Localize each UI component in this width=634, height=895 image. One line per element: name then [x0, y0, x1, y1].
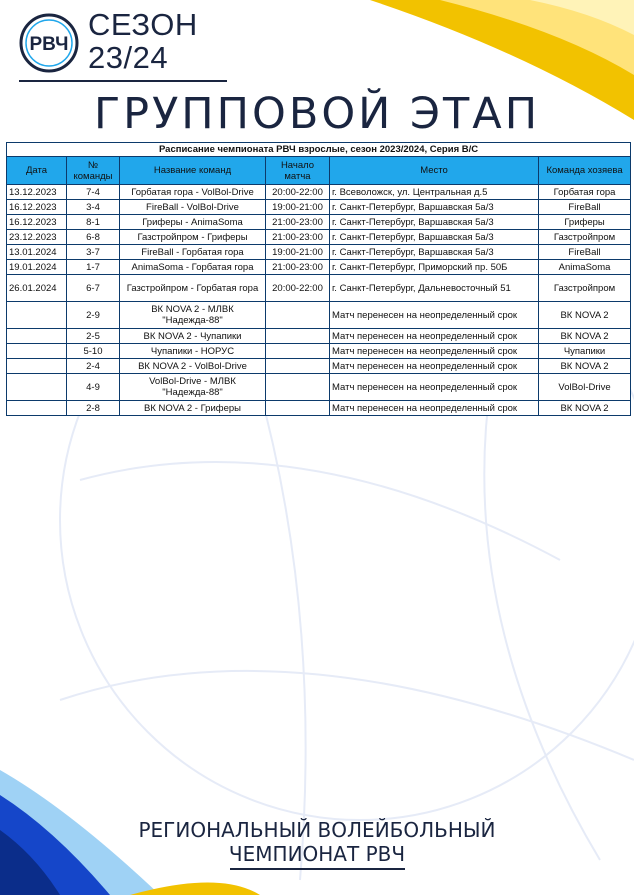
cell-time	[266, 401, 330, 416]
cell-place: Матч перенесен на неопределенный срок	[330, 329, 539, 344]
cell-time: 20:00-22:00	[266, 185, 330, 200]
cell-teams: Гриферы - AnimaSoma	[120, 215, 266, 230]
col-header-team-number: № команды	[67, 157, 120, 185]
cell-place: Матч перенесен на неопределенный срок	[330, 401, 539, 416]
cell-number: 6-7	[67, 275, 120, 302]
cell-teams: Газстройпром - Гриферы	[120, 230, 266, 245]
footer-line1: РЕГИОНАЛЬНЫЙ ВОЛЕЙБОЛЬНЫЙ	[138, 818, 496, 842]
cell-date	[7, 302, 67, 329]
cell-date: 19.01.2024	[7, 260, 67, 275]
cell-place: г. Санкт-Петербург, Варшавская 5а/3	[330, 200, 539, 215]
cell-time	[266, 344, 330, 359]
cell-time: 20:00-22:00	[266, 275, 330, 302]
cell-time	[266, 302, 330, 329]
col-header-place: Место	[330, 157, 539, 185]
cell-time	[266, 329, 330, 344]
cell-number: 8-1	[67, 215, 120, 230]
cell-number: 2-5	[67, 329, 120, 344]
cell-time: 19:00-21:00	[266, 245, 330, 260]
cell-time: 19:00-21:00	[266, 200, 330, 215]
cell-number: 3-7	[67, 245, 120, 260]
cell-teams: ВК NOVA 2 - МЛВК "Надежда-88"	[120, 302, 266, 329]
cell-date: 26.01.2024	[7, 275, 67, 302]
cell-teams: FireBall - VolBol-Drive	[120, 200, 266, 215]
cell-time: 21:00-23:00	[266, 260, 330, 275]
cell-date: 16.12.2023	[7, 200, 67, 215]
cell-time: 21:00-23:00	[266, 215, 330, 230]
cell-place: Матч перенесен на неопределенный срок	[330, 302, 539, 329]
cell-date: 13.12.2023	[7, 185, 67, 200]
cell-number: 6-8	[67, 230, 120, 245]
table-header-row	[7, 157, 631, 185]
page-title: ГРУППОВОЙ ЭТАП	[93, 89, 541, 139]
cell-date: 23.12.2023	[7, 230, 67, 245]
cell-teams: ВК NOVA 2 - VolBol-Drive	[120, 359, 266, 374]
cell-number: 5-10	[67, 344, 120, 359]
cell-date	[7, 401, 67, 416]
cell-place: г. Санкт-Петербург, Варшавская 5а/3	[330, 230, 539, 245]
cell-place: Матч перенесен на неопределенный срок	[330, 359, 539, 374]
cell-teams: FireBall - Горбатая гора	[120, 245, 266, 260]
cell-number: 1-7	[67, 260, 120, 275]
cell-number: 7-4	[67, 185, 120, 200]
cell-place: г. Санкт-Петербург, Приморский пр. 50Б	[330, 260, 539, 275]
cell-date	[7, 359, 67, 374]
cell-host: Гриферы	[539, 215, 631, 230]
logo-text: РВЧ	[29, 34, 69, 55]
cell-host: ВК NOVA 2	[539, 359, 631, 374]
cell-place: Матч перенесен на неопределенный срок	[330, 344, 539, 359]
cell-number: 2-9	[67, 302, 120, 329]
cell-teams: ВК NOVA 2 - Чупапики	[120, 329, 266, 344]
cell-host: Чупапики	[539, 344, 631, 359]
cell-number: 4-9	[67, 374, 120, 401]
cell-host: ВК NOVA 2	[539, 329, 631, 344]
cell-host: FireBall	[539, 245, 631, 260]
season-line1: СЕЗОН	[88, 7, 198, 42]
cell-host: VolBol-Drive	[539, 374, 631, 401]
cell-time: 21:00-23:00	[266, 230, 330, 245]
cell-date	[7, 344, 67, 359]
season-line2: 23/24	[88, 40, 169, 75]
cell-teams: Газстройпром - Горбатая гора	[120, 275, 266, 302]
cell-teams: Чупапики - НОРУС	[120, 344, 266, 359]
table-caption: Расписание чемпионата РВЧ взрослые, сезон 2023/2024, Серия В/С	[7, 143, 631, 157]
cell-host: Газстройпром	[539, 275, 631, 302]
cell-host: Горбатая гора	[539, 185, 631, 200]
col-header-date: Дата	[7, 157, 67, 185]
footer-title	[0, 818, 634, 866]
cell-teams: AnimaSoma - Горбатая гора	[120, 260, 266, 275]
col-header-start-time: Начало матча	[266, 157, 330, 185]
cell-host: ВК NOVA 2	[539, 302, 631, 329]
cell-place: Матч перенесен на неопределенный срок	[330, 374, 539, 401]
cell-number: 3-4	[67, 200, 120, 215]
cell-time	[266, 374, 330, 401]
cell-host: FireBall	[539, 200, 631, 215]
cell-number: 2-4	[67, 359, 120, 374]
cell-teams: ВК NOVA 2 - Гриферы	[120, 401, 266, 416]
col-header-teams: Название команд	[120, 157, 266, 185]
table-body	[7, 185, 631, 416]
cell-teams: VolBol-Drive - МЛВК "Надежда-88"	[120, 374, 266, 401]
schedule-table	[6, 142, 631, 416]
footer-line2: ЧЕМПИОНАТ РВЧ	[228, 842, 406, 866]
cell-host: AnimaSoma	[539, 260, 631, 275]
cell-date: 13.01.2024	[7, 245, 67, 260]
cell-place: г. Санкт-Петербург, Варшавская 5а/3	[330, 245, 539, 260]
cell-place: г. Санкт-Петербург, Дальневосточный 51	[330, 275, 539, 302]
col-header-host-team: Команда хозяева	[539, 157, 631, 185]
cell-teams: Горбатая гора - VolBol-Drive	[120, 185, 266, 200]
cell-host: Газстройпром	[539, 230, 631, 245]
footer-underline	[230, 868, 405, 870]
cell-place: г. Санкт-Петербург, Варшавская 5а/3	[330, 215, 539, 230]
cell-host: ВК NOVA 2	[539, 401, 631, 416]
cell-date	[7, 329, 67, 344]
rvch-logo	[19, 13, 79, 73]
cell-time	[266, 359, 330, 374]
cell-number: 2-8	[67, 401, 120, 416]
cell-date: 16.12.2023	[7, 215, 67, 230]
cell-date	[7, 374, 67, 401]
cell-place: г. Всеволожск, ул. Центральная д.5	[330, 185, 539, 200]
season-underline	[19, 80, 227, 82]
season-label	[88, 8, 198, 74]
